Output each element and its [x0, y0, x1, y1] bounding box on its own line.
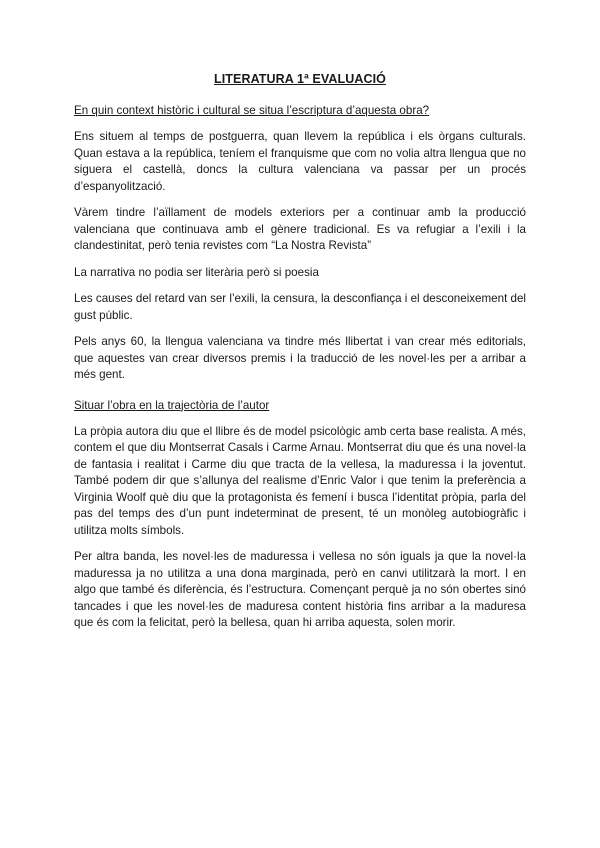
paragraph: Les causes del retard van ser l’exili, la censura, la desconfiança i el desconeixement del gust públic.: [74, 292, 526, 322]
paragraph: Vàrem tindre l’aïllament de models exteriors per a continuar amb la producció valenciana que continuava amb el gènere tradicional. Es va refugiar a l’exili i la clandestinitat, però tenia revistes com “La Nostra Revista”: [74, 206, 526, 252]
section-trajectory: [74, 398, 526, 632]
paragraph: Pels anys 60, la llengua valenciana va tindre més llibertat i van crear més editorials, que aquestes van crear diversos premis i la traducció de les novel·les per a arribar a més gent.: [74, 335, 526, 381]
section-heading: En quin context històric i cultural se situa l’escriptura d’aquesta obra?: [74, 104, 430, 117]
document-page: [74, 72, 526, 642]
paragraph: Per altra banda, les novel·les de maduressa i vellesa no són iguals ja que la novel·la maduressa ja no utilitza a una dona marginada, però en canvi utilitzarà la mort. I en algo que també és diferència, és l’estructura. Començant perquè ja no són obertes sinó tancades i que les novel·les de maduresa content història fins arribar a la maduresa que és com la felicitat, però la bellesa, quan hi arriba aquesta, solen morir.: [74, 550, 526, 629]
section-heading: Situar l’obra en la trajectòria de l’autor: [74, 398, 270, 412]
paragraph: La pròpia autora diu que el llibre és de model psicològic amb certa base realista. A més, contem el que diu Montserrat Casals i Carme Arnau. Montserrat diu que és una novel·la de fantasia i realitat i Carme diu que tracta de la vellesa, la maduressa i la joventut. També podem dir que s’allunya del realisme d’Enric Valor i que tenim la preferència a Virginia Woolf què diu que la protagonista és femení i busca l’identitat pròpia, parla del pas del temps des d’un punt indeterminat de present, té un monòleg autobiogràfic i utilitza molts símbols.: [74, 424, 526, 537]
section-context: [74, 103, 526, 384]
document-title: LITERATURA 1ª EVALUACIÓ: [214, 72, 386, 86]
paragraph: Ens situem al temps de postguerra, quan llevem la república i els òrgans culturals. Quan estava a la república, teníem el franquisme que com no volia altra llengua que no siguera el castellà, doncs la cultura valenciana va passar per un procés d’espanyolització.: [74, 130, 526, 193]
paragraph: La narrativa no podia ser literària però si poesia: [74, 265, 319, 279]
